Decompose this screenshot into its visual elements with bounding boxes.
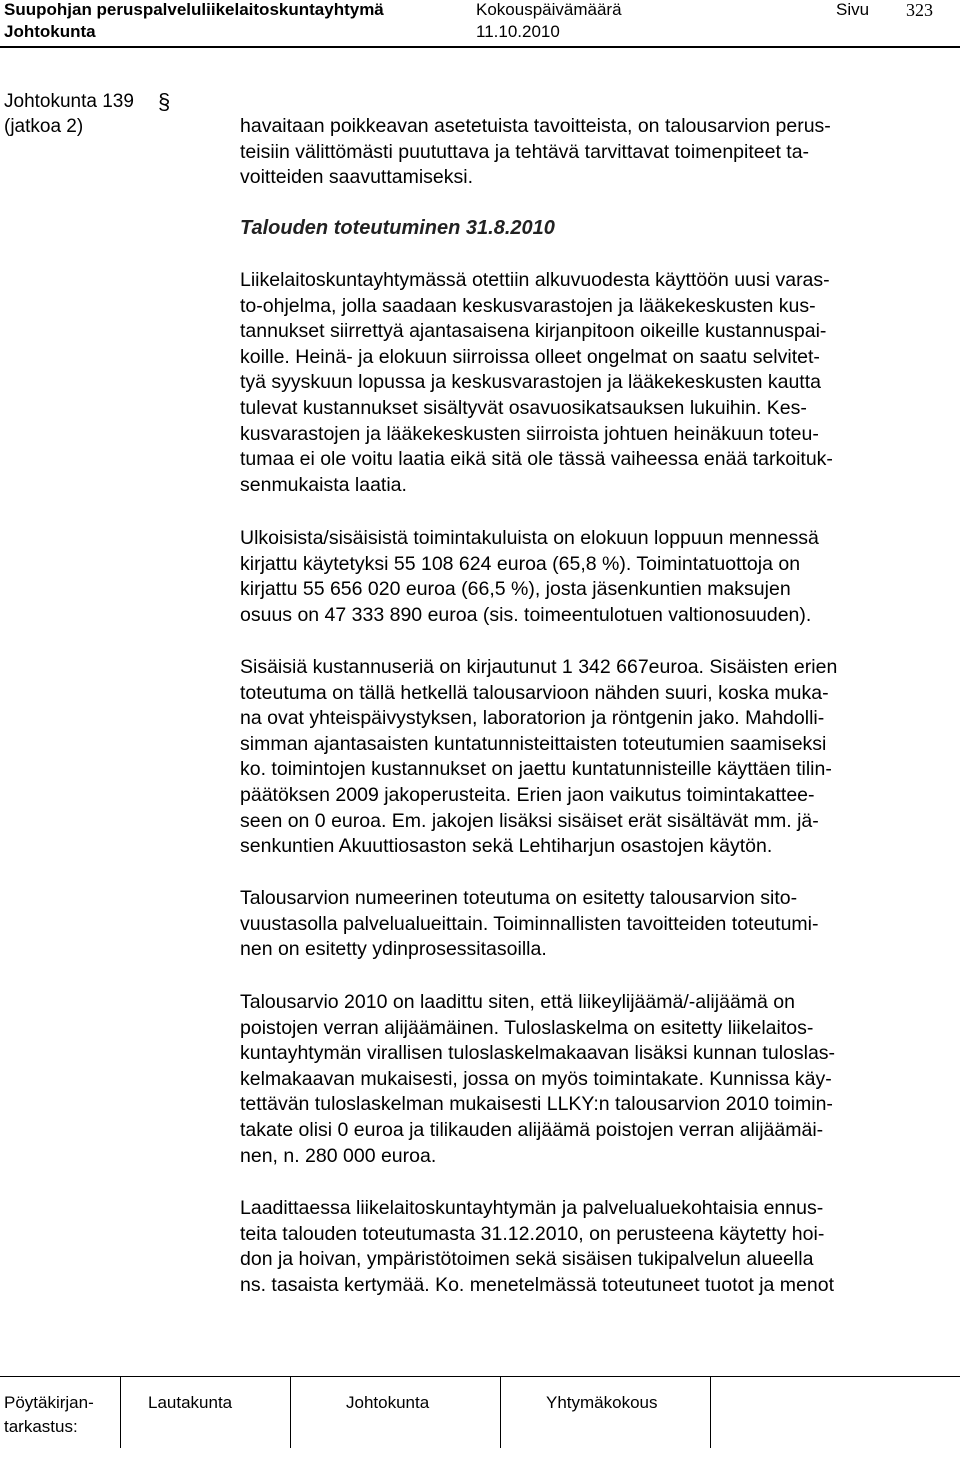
review-label: tarkastus: [4,1417,78,1436]
paragraph-line: koille. Heinä- ja elokuun siirroissa olleet ongelmat on saatu selvitet- [240,345,820,368]
paragraph-line: to-ohjelma, jolla saadaan keskusvarastojen ja lääkekeskusten kus- [240,294,816,317]
signature-field-johtokunta: Johtokunta [346,1393,430,1412]
paragraph-2 [240,526,940,628]
section-continuation: (jatkoa 2) [4,116,84,137]
paragraph-line: vuustasolla palvelualueittain. Toiminnallisten tavoitteiden toteutumi- [240,912,819,935]
paragraph-line: kelmakaavan mukaisesti, jossa on myös toimintakate. Kunnissa käy- [240,1067,832,1090]
paragraph-line: tettävän tuloslaskelman mukaisesti LLKY:n talousarvion 2010 toimin- [240,1093,833,1116]
intro-line: teisiin välittömästi puututtava ja tehtävä tarvittavat toimenpiteet ta- [240,140,810,163]
paragraph-4 [240,886,940,963]
footer-divider [500,1376,501,1448]
paragraph-line: tyä syyskuun lopussa ja keskusvarastojen ja lääkekeskusten kautta [240,371,821,394]
paragraph-line: tumaa ei ole voitu laatia eikä sitä ole tässä vaiheessa enää tarkoituk- [240,448,833,471]
paragraph-line: nen on esitetty ydinprosessitasoilla. [240,938,547,961]
paragraph-line: teita talouden toteutumasta 31.12.2010, on perusteena käytetty hoi- [240,1222,825,1245]
paragraph-line: tannukset siirrettyä ajantasaisena kirjanpitoon oikeille kustannuspai- [240,320,827,343]
footer-divider [290,1376,291,1448]
paragraph-line: osuus on 47 333 890 euroa (sis. toimeentulotuen valtionosuuden). [240,603,812,626]
paragraph-line: päätöksen 2009 jakoperusteita. Erien jaon vaikutus toimintakattee- [240,783,815,806]
header-rule [0,46,960,48]
intro-line: havaitaan poikkeavan asetetuista tavoitteista, on talousarvion perus- [240,115,831,137]
paragraph-line: tulevat kustannukset sisältyvät osavuosikatsauksen lukuihin. Kes- [240,396,807,419]
paragraph-line: Ulkoisista/sisäisistä toimintakuluista on elokuun loppuun mennessä [240,527,819,549]
paragraph-line: na ovat yhteispäivystyksen, laboratorion ja röntgenin jako. Mahdolli- [240,707,825,730]
paragraph-line: ko. toimintojen kustannukset on jaettu kuntatunnisteille käyttäen tilin- [240,758,832,781]
paragraph-line: toteutuma on tällä hetkellä talousarvioon nähden suuri, koska muka- [240,681,829,704]
paragraph-line: Talousarvio 2010 on laadittu siten, että liikeylijäämä/-alijäämä on [240,991,795,1013]
paragraph-line: kusvarastojen ja lääkekeskusten siirroista johtuen heinäkuun toteu- [240,422,819,445]
paragraph-line: simman ajantasaisten kuntatunnisteittaisten toteutumien saamiseksi [240,732,827,755]
paragraph-line: kirjattu 55 656 020 euroa (66,5 %), josta jäsenkuntien maksujen [240,578,791,601]
paragraph-line: Talousarvion numeerinen toteutuma on esitetty talousarvion sito- [240,887,798,909]
footer-rule [0,1376,960,1377]
organization-name: Suupohjan peruspalveluliikelaitoskuntayhtymä [4,0,384,19]
paragraph-6 [240,1196,940,1298]
body-name: Johtokunta [4,22,96,41]
page-label: Sivu [836,0,870,19]
footer-divider [120,1376,121,1448]
meeting-date-label: Kokouspäivämäärä [476,0,622,19]
paragraph-line: senmukaista laatia. [240,473,407,496]
meeting-date: 11.10.2010 [476,22,560,41]
paragraph-line: seen on 0 euroa. Em. jakojen lisäksi sisäiset erät sisältävät mm. jä- [240,809,819,832]
paragraph-5 [240,990,940,1169]
paragraph-line: kuntayhtymän virallisen tuloslaskelmakaavan lisäksi kunnan tuloslas- [240,1042,836,1065]
review-label: Pöytäkirjan- [4,1393,94,1412]
paragraph-1 [240,268,940,498]
section-title: Johtokunta 139 [4,91,134,112]
paragraph-line: poistojen verran alijäämäinen. Tuloslaskelma on esitetty liikelaitos- [240,1016,814,1039]
paragraph-line: Sisäisiä kustannuseriä on kirjautunut 1 342 667euroa. Sisäisten erien [240,656,838,678]
paragraph-3 [240,655,940,860]
paragraph-line: takate olisi 0 euroa ja tilikauden alijäämä poistojen verran alijäämäi- [240,1118,824,1141]
paragraph-line: Liikelaitoskuntayhtymässä otettiin alkuvuodesta käyttöön uusi varas- [240,269,830,291]
paragraph-line: senkuntien Akuuttiosaston sekä Lehtiharjun osastojen käytön. [240,835,773,858]
section-mark: § [158,89,171,114]
signature-field-lautakunta: Lautakunta [148,1393,233,1412]
paragraph-line: kirjattu käytetyksi 55 108 624 euroa (65,8 %). Toimintatuottoja on [240,552,801,575]
intro-paragraph [240,114,940,191]
paragraph-line: nen, n. 280 000 euroa. [240,1144,437,1167]
signature-field-yhtymakokous: Yhtymäkokous [546,1393,658,1412]
section-heading: Talouden toteutuminen 31.8.2010 [240,217,555,239]
paragraph-line: Laadittaessa liikelaitoskuntayhtymän ja palvelualuekohtaisia ennus- [240,1197,824,1219]
paragraph-line: ns. tasaista kertymää. Ko. menetelmässä toteutuneet tuotot ja menot [240,1273,834,1296]
footer-divider [710,1376,711,1448]
page-number: 323 [906,0,933,20]
intro-line: voitteiden saavuttamiseksi. [240,166,474,189]
paragraph-line: don ja hoivan, ympäristötoimen sekä sisäisen tukipalvelun alueella [240,1248,814,1271]
